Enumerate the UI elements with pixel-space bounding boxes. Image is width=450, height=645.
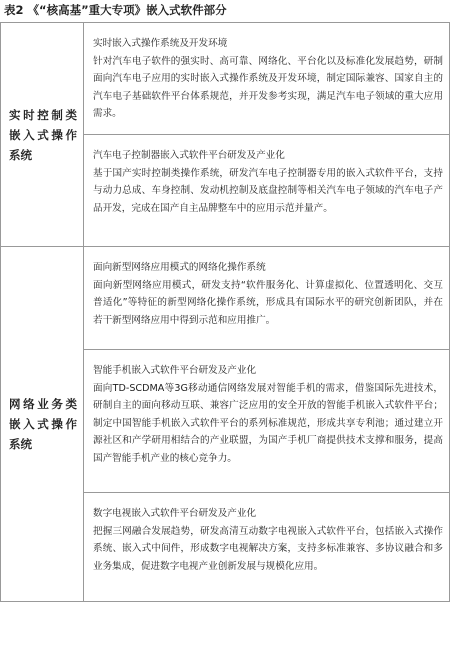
category-label: 实时控制类嵌入式操作系统	[9, 107, 77, 162]
item-title: 智能手机嵌入式软件平台研发及产业化	[93, 365, 257, 376]
category-label: 网络业务类嵌入式操作系统	[9, 397, 77, 451]
embedded-software-table	[0, 22, 450, 602]
table-row	[1, 23, 450, 135]
category-cell-network	[1, 247, 84, 602]
item-cell	[84, 350, 450, 493]
item-title: 实时嵌入式操作系统及开发环境	[93, 38, 228, 49]
item-title: 数字电视嵌入式软件平台研发及产业化	[93, 508, 257, 519]
item-title: 面向新型网络应用模式的网络化操作系统	[93, 262, 266, 273]
category-cell-realtime	[1, 23, 84, 247]
item-title: 汽车电子控制器嵌入式软件平台研发及产业化	[93, 150, 285, 161]
item-cell	[84, 135, 450, 247]
table-caption: 表2 《“核高基”重大专项》嵌入式软件部分	[4, 3, 227, 17]
item-cell	[84, 493, 450, 602]
item-description: 针对汽车电子软件的强实时、高可靠、网络化、平台化以及标准化发展趋势，研制面向汽车电子应用的实时嵌入式操作系统及开发环境，制定国际兼容、国家自主的汽车电子基础软件平台体系规范，并开发参考实现，满足汽车电子领域的重大应用需求。	[93, 55, 443, 119]
table-row	[1, 247, 450, 350]
item-cell	[84, 23, 450, 135]
item-description: 面向新型网络应用模式，研发支持“软件服务化、计算虚拟化、位置透明化、交互普适化”等特征的新型网络化操作系统，形成具有国际水平的研究创新团队，并在若干新型网络应用中得到示范和应用推广。	[93, 279, 443, 326]
item-description: 把握三网融合发展趋势，研发高清互动数字电视嵌入式软件平台，包括嵌入式操作系统、嵌入式中间件，形成数字电视解决方案，支持多标准兼容、多协议融合和多业务集成，促进数字电视产业创新发展与规模化应用。	[93, 525, 443, 572]
item-description: 基于国产实时控制类操作系统，研发汽车电子控制器专用的嵌入式软件平台，支持与动力总成、车身控制、发动机控制及底盘控制等相关汽车电子领域的汽车电子产品开发，完成在国产自主品牌整车中的应用示范并量产。	[93, 167, 443, 214]
item-description: 面向TD-SCDMA等3G移动通信网络发展对智能手机的需求，借鉴国际先进技术，研制自主的面向移动互联、兼容广泛应用的安全开放的智能手机嵌入式软件平台；制定中国智能手机嵌入式软件平台的系列标准规范，形成共享专利池；通过建立开源社区和产学研用相结合的产业联盟，为国产手机厂商提供技术支撑和服务，提高国产智能手机产业的核心竞争力。	[93, 382, 443, 464]
item-cell	[84, 247, 450, 350]
